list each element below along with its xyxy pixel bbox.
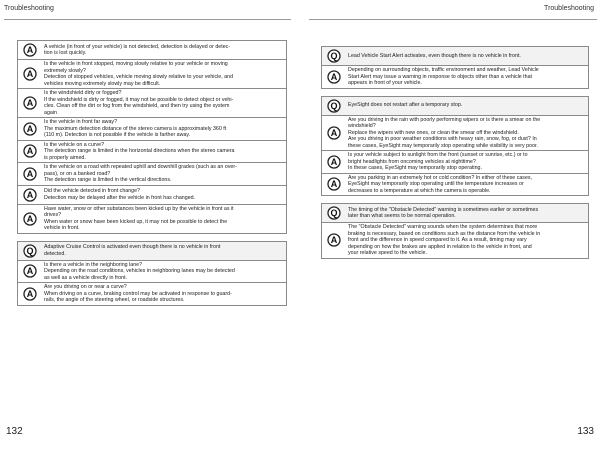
answer-icon — [322, 231, 346, 249]
answer-text: Is the windshield dirty or fogged? If the windshield is dirty or fogged, it may not be possible to detect object or vehi- cles. Clean off the dirt or fog from the windshield, and then try using the system again — [44, 90, 234, 116]
answer-text: Are you driving on or near a curve? When driving on a curve, braking control may be activated in response to guard- rails, the angle of the steering wheel, or roadside structures. — [44, 284, 232, 303]
svg-text:A: A — [26, 288, 34, 299]
answer-row — [18, 88, 286, 117]
header-rule-right — [309, 19, 597, 20]
svg-text:A: A — [26, 168, 34, 179]
answer-icon — [18, 41, 42, 59]
page-number-left: 132 — [6, 426, 23, 437]
answer-icon — [18, 262, 42, 280]
svg-text:A: A — [330, 156, 338, 167]
svg-text:A: A — [330, 179, 338, 190]
answer-row — [18, 185, 286, 204]
question-text: EyeSight does not restart after a temporary stop. — [348, 102, 463, 109]
running-header-left: Troubleshooting — [4, 5, 54, 12]
svg-text:Q: Q — [330, 51, 338, 61]
question-row — [322, 97, 588, 115]
question-icon — [322, 204, 346, 222]
faq-block — [17, 241, 287, 306]
question-text: The timing of the "Obstacle Detected" warning is sometimes earlier or sometimes later than what seems to be normal operation. — [348, 206, 539, 219]
svg-text:A: A — [26, 189, 34, 200]
answer-icon — [322, 68, 346, 86]
svg-text:A: A — [330, 127, 338, 138]
question-icon — [18, 242, 42, 260]
answer-text: Is there a vehicle in the neighboring lane? Depending on the road conditions, vehicles in neighboring lanes may be detected as well as a vehicle directly in front. — [44, 261, 235, 281]
answer-row — [322, 65, 588, 88]
faq-block — [321, 46, 589, 89]
answer-icon — [322, 175, 346, 193]
answer-row — [18, 117, 286, 140]
answer-icon — [18, 142, 42, 160]
svg-text:A: A — [330, 71, 338, 82]
left-column — [17, 40, 287, 313]
answer-text: The "Obstacle Detected" warning sounds when the system determines that more braking is necessary, based on conditions such as the distance from the vehicle in front and the difference in speed compared to it. As a result, timing may vary depending on how the brakes are applied in relation to the vehicle in front, and your relative speed to the vehicle. — [348, 224, 541, 256]
answer-icon — [322, 153, 346, 171]
answer-row — [18, 59, 286, 88]
svg-text:Q: Q — [330, 208, 338, 218]
answer-row — [18, 140, 286, 163]
answer-row — [18, 260, 286, 283]
svg-text:A: A — [26, 266, 34, 277]
svg-text:A: A — [330, 235, 338, 246]
answer-text: Are you driving in the rain with poorly performing wipers or is there a smear on the windshield? Replace the wipers with new ones, or clean the smear off the windshield. Are you driving in poor weather conditions with heavy rain, snow, fog, or dust? In these cases, EyeSight may temporarily stop operating while visibility is very poor. — [348, 116, 541, 149]
question-row — [322, 204, 588, 222]
svg-text:Q: Q — [330, 100, 338, 111]
svg-text:A: A — [26, 213, 34, 224]
answer-icon — [18, 94, 42, 112]
question-text: Lead Vehicle Start Alert activates, even though there is no vehicle in front. — [348, 52, 521, 59]
answer-row — [18, 162, 286, 185]
page-number-right: 133 — [577, 426, 594, 437]
answer-text: Is your vehicle subject to sunlight from the front (sunset or sunrise, etc.) or to bright headlights from oncoming vehicles at nighttime? In these cases, EyeSight may temporarily stop operating. — [348, 152, 528, 171]
answer-text: Did the vehicle detected in front change? Detection may be delayed after the vehicle in front has changed. — [44, 188, 196, 201]
answer-text: Is the vehicle on a curve? The detection range is limited in the horizontal directions when the stereo camera is properly aimed. — [44, 141, 235, 161]
answer-row — [322, 150, 588, 173]
svg-text:Q: Q — [26, 245, 34, 256]
svg-text:A: A — [26, 98, 34, 108]
answer-text: Have water, snow or other substances been kicked up by the vehicle in front as it drives? When water or snow have been kicked up, it may not be possible to detect the vehicle in front. — [44, 205, 234, 231]
answer-icon — [18, 210, 42, 228]
answer-icon — [322, 124, 346, 142]
answer-row — [18, 204, 286, 233]
svg-text:A: A — [26, 146, 34, 157]
answer-icon — [18, 186, 42, 204]
header-rule-left — [4, 19, 291, 20]
right-column — [321, 46, 589, 266]
answer-row — [322, 173, 588, 196]
faq-block — [321, 96, 589, 197]
answer-text: Are you parking in an extremely hot or cold condition? In either of these cases, EyeSight may temporarily stop operating until the temperature increases or decreases to a temperature at which the camera is operable. — [348, 174, 533, 194]
question-icon — [322, 97, 346, 115]
question-row — [322, 47, 588, 65]
answer-text: Is the vehicle in front far away? The maximum detection distance of the stereo camera is approximately 360 ft (110 m). Detection is not possible if the vehicle is farther away. — [44, 119, 227, 138]
answer-row — [18, 41, 286, 59]
answer-icon — [18, 165, 42, 183]
faq-block — [321, 203, 589, 259]
answer-row — [322, 222, 588, 258]
answer-row — [18, 282, 286, 305]
question-text: Adaptive Cruise Control is activated even though there is no vehicle in front detected. — [44, 244, 221, 257]
answer-text: Is the vehicle in front stopped, moving slowly relative to your vehicle or moving extremely slowly? Detection of stopped vehicles, vehicle moving slowly relative to your vehicle, and vehicles moving extremely slowly may be difficult. — [44, 61, 234, 87]
svg-text:A: A — [26, 69, 34, 79]
answer-icon — [18, 65, 42, 83]
question-row — [18, 242, 286, 260]
question-icon — [322, 47, 346, 65]
faq-block — [17, 40, 287, 234]
svg-text:A: A — [26, 45, 34, 55]
answer-text: Is the vehicle on a road with repeated uphill and downhill grades (such as an over- pass), or on a banked road? The detection range is limited in the vertical directions. — [44, 164, 237, 183]
answer-icon — [18, 120, 42, 138]
running-header-right: Troubleshooting — [544, 5, 594, 12]
answer-row — [322, 115, 588, 151]
svg-text:A: A — [26, 123, 34, 134]
answer-text: Depending on surrounding objects, traffic environment and weather, Lead Vehicle Start Alert may issue a warning in response to objects other than a vehicle that appears in front of your vehicle. — [348, 67, 539, 86]
answer-icon — [18, 285, 42, 303]
answer-text: A vehicle (in front of your vehicle) is not detected, detection is delayed or detec- tion is lost quickly. — [44, 43, 231, 56]
